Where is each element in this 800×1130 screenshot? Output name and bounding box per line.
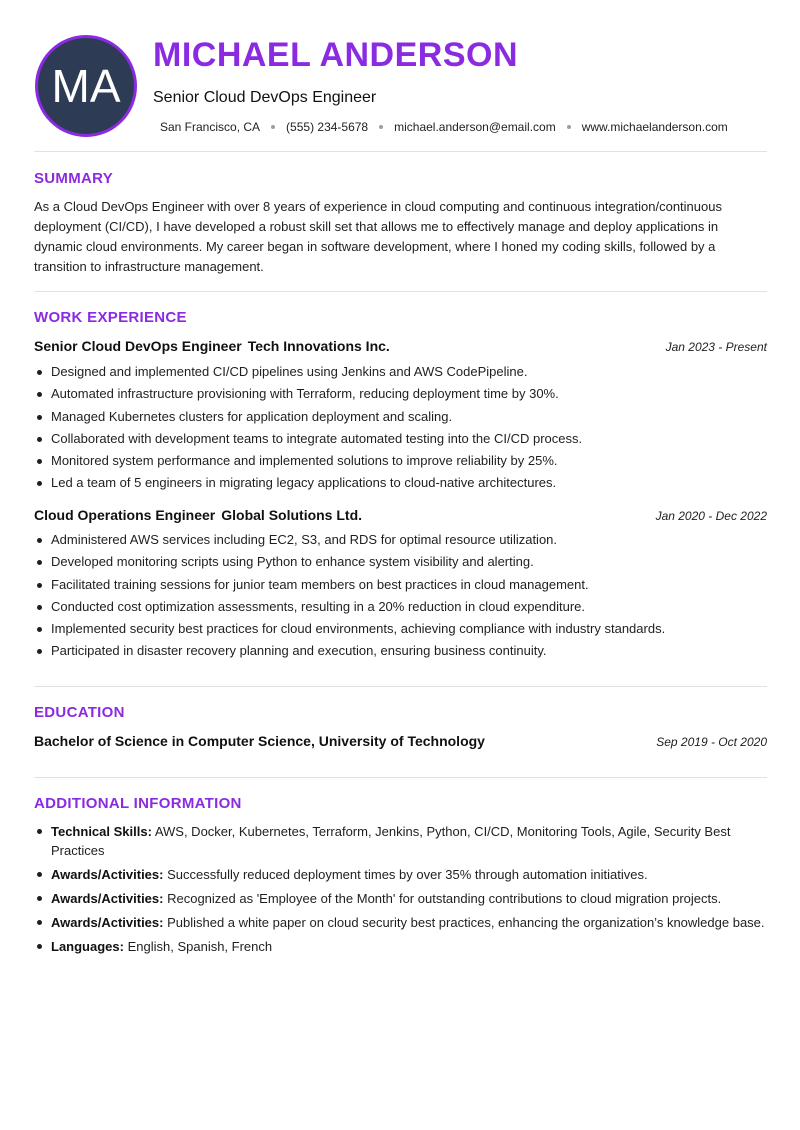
contact-phone: (555) 234-5678: [286, 120, 369, 134]
job-company: Global Solutions Ltd.: [221, 507, 363, 523]
item-label: Languages:: [51, 939, 124, 954]
item-text: English, Spanish, French: [127, 939, 273, 954]
job-dates: Jan 2023 - Present: [665, 340, 767, 354]
contact-website[interactable]: www.michaelanderson.com: [581, 120, 728, 134]
list-item: Administered AWS services including EC2, S3, and RDS for optimal resource utilization.: [34, 531, 767, 553]
education-dates: Sep 2019 - Oct 2020: [656, 735, 767, 749]
education-title: EDUCATION: [34, 704, 125, 721]
item-label: Awards/Activities:: [51, 867, 164, 882]
candidate-name: MICHAEL ANDERSON: [153, 36, 519, 74]
contact-bar: [160, 120, 728, 134]
summary-title: SUMMARY: [34, 170, 114, 187]
list-item: [34, 937, 767, 956]
additional-list: [34, 822, 767, 961]
job-header: [34, 507, 767, 523]
item-text: Successfully reduced deployment times by over 35% through automation initiatives.: [167, 867, 648, 882]
list-item: Collaborated with development teams to integrate automated testing into the CI/CD process.: [34, 430, 767, 452]
item-label: Technical Skills:: [51, 824, 152, 839]
additional-title: ADDITIONAL INFORMATION: [34, 795, 242, 812]
list-item: Participated in disaster recovery planning and execution, ensuring business continuity.: [34, 642, 767, 664]
job-dates: Jan 2020 - Dec 2022: [655, 509, 767, 523]
candidate-role: Senior Cloud DevOps Engineer: [153, 89, 377, 106]
job-bullets: [34, 531, 767, 665]
list-item: Designed and implemented CI/CD pipelines using Jenkins and AWS CodePipeline.: [34, 363, 767, 385]
divider: [34, 291, 767, 292]
education-row: [34, 733, 767, 749]
list-item: Implemented security best practices for cloud environments, achieving compliance with industry standards.: [34, 620, 767, 642]
job-bullets: [34, 363, 767, 497]
job-company: Tech Innovations Inc.: [247, 338, 390, 354]
list-item: Managed Kubernetes clusters for application deployment and scaling.: [34, 408, 767, 430]
job-title-line: [34, 338, 390, 354]
education-degree: Bachelor of Science in Computer Science, University of Technology: [34, 733, 485, 749]
contact-email[interactable]: michael.anderson@email.com: [394, 120, 556, 134]
list-item: [34, 822, 767, 860]
summary-text: As a Cloud DevOps Engineer with over 8 years of experience in cloud computing and continuous integration/continuous deployment (CI/CD), I have developed a robust skill set that allows me to effectively manage and deploy applications in dynamic cloud environments. My career began in software development, where I honed my coding skills, followed by a transition to infrastructure management.: [34, 199, 722, 274]
avatar-initials: MA: [51, 60, 121, 112]
separator-dot-icon: [567, 125, 571, 129]
separator-dot-icon: [379, 125, 383, 129]
list-item: [34, 865, 767, 884]
contact-location: San Francisco, CA: [160, 120, 261, 134]
list-item: Developed monitoring scripts using Python to enhance system visibility and alerting.: [34, 553, 767, 575]
list-item: Led a team of 5 engineers in migrating legacy applications to cloud-native architectures.: [34, 474, 767, 496]
item-text: Recognized as 'Employee of the Month' for outstanding contributions to cloud migration projects.: [167, 891, 722, 906]
avatar: [35, 35, 137, 137]
separator-dot-icon: [271, 125, 275, 129]
job-role: Senior Cloud DevOps Engineer: [34, 338, 242, 354]
job-title-line: [34, 507, 362, 523]
job-header: [34, 338, 767, 354]
item-label: Awards/Activities:: [51, 915, 164, 930]
divider: [34, 686, 767, 687]
divider: [34, 151, 767, 152]
job-role: Cloud Operations Engineer: [34, 507, 216, 523]
divider: [34, 777, 767, 778]
list-item: [34, 889, 767, 908]
list-item: Facilitated training sessions for junior team members on best practices in cloud management.: [34, 576, 767, 598]
item-label: Awards/Activities:: [51, 891, 164, 906]
experience-title: WORK EXPERIENCE: [34, 309, 187, 326]
list-item: Automated infrastructure provisioning with Terraform, reducing deployment time by 30%.: [34, 385, 767, 407]
list-item: Monitored system performance and implemented solutions to improve reliability by 25%.: [34, 452, 767, 474]
list-item: [34, 913, 767, 932]
list-item: Conducted cost optimization assessments, resulting in a 20% reduction in cloud expenditure.: [34, 598, 767, 620]
item-text: Published a white paper on cloud security best practices, enhancing the organization’s knowledge base.: [167, 915, 765, 930]
item-text: AWS, Docker, Kubernetes, Terraform, Jenkins, Python, CI/CD, Monitoring Tools, Agile, Security Best Practices: [51, 824, 731, 858]
